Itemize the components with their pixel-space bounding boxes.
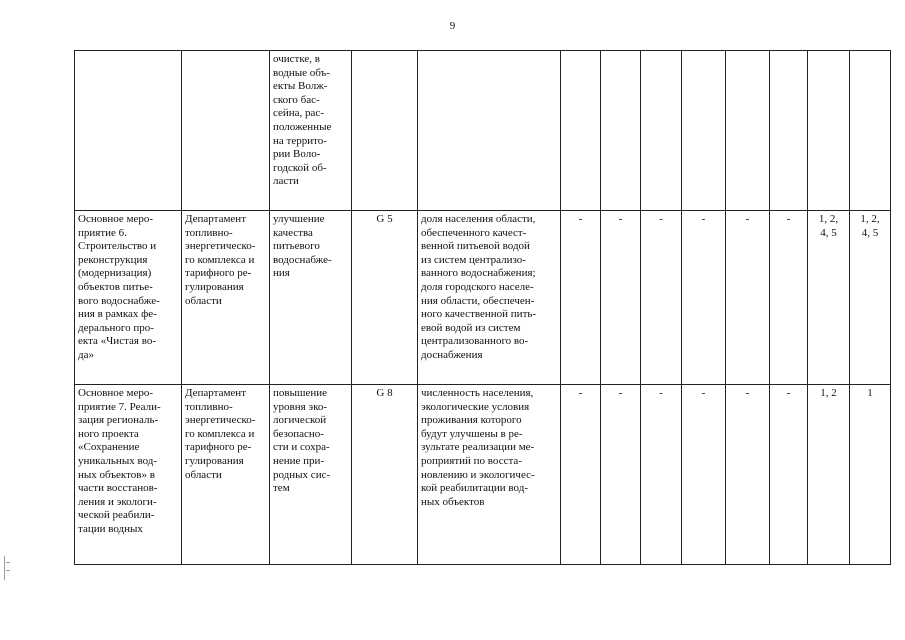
value-cell: - <box>770 211 808 385</box>
value-cell <box>601 51 641 211</box>
indicator-cell: доля населения области, обеспеченного качест- венной питьевой водой из систем централизо- ванного водоснабжения; доля городского населе- ния области, обеспечен- ного качественной пить- евой водой из систем централизованного во- доснабжения <box>418 211 561 385</box>
value-cell <box>561 51 601 211</box>
value-cell: 1, 2 <box>808 385 850 565</box>
value-cell: - <box>601 385 641 565</box>
value-cell: - <box>726 211 770 385</box>
value-cell: - <box>682 385 726 565</box>
indicator-code-cell <box>352 51 418 211</box>
executor-cell: Департамент топливно- энергетическо- го комплекса и тарифного ре- гулирования области <box>182 385 270 565</box>
executor-cell: Департамент топливно- энергетическо- го комплекса и тарифного ре- гулирования области <box>182 211 270 385</box>
value-cell <box>770 51 808 211</box>
value-cell <box>726 51 770 211</box>
value-cell: - <box>726 385 770 565</box>
value-cell: - <box>770 385 808 565</box>
table-row <box>75 211 891 385</box>
executor-cell <box>182 51 270 211</box>
value-cell: - <box>601 211 641 385</box>
value-cell <box>641 51 682 211</box>
table-row <box>75 51 891 211</box>
page-number: 9 <box>449 20 456 32</box>
value-cell <box>808 51 850 211</box>
indicator-code-cell: G 5 <box>352 211 418 385</box>
value-cell: - <box>561 211 601 385</box>
value-cell: 1 <box>850 385 891 565</box>
value-cell: - <box>682 211 726 385</box>
indicator-code-cell: G 8 <box>352 385 418 565</box>
margin-mark <box>4 556 10 580</box>
value-cell: 1, 2, 4, 5 <box>850 211 891 385</box>
event-cell <box>75 51 182 211</box>
indicator-cell: численность населения, экологические условия проживания которого будут улучшены в ре- зультате реализации ме- роприятий по восста- новлению и экологичес- кой реабилитации вод- ных объектов <box>418 385 561 565</box>
event-cell: Основное меро- приятие 6. Строительство и реконструкция (модернизация) объектов питье- вого водоснабже- ния в рамках фе- дерального про- екта «Чистая во- да» <box>75 211 182 385</box>
value-cell: - <box>641 385 682 565</box>
task-cell: улучшение качества питьевого водоснабже- ния <box>270 211 352 385</box>
event-cell: Основное меро- приятие 7. Реали- зация региональ- ного проекта «Сохранение уникальных вод- ных объектов» в части восстанов- ления и экологи- ческой реабили- тации водных <box>75 385 182 565</box>
value-cell: 1, 2, 4, 5 <box>808 211 850 385</box>
value-cell: - <box>641 211 682 385</box>
table-row <box>75 385 891 565</box>
value-cell <box>850 51 891 211</box>
value-cell <box>682 51 726 211</box>
task-cell: повышение уровня эко- логической безопасно- сти и сохра- нение при- родных сис- тем <box>270 385 352 565</box>
indicator-cell <box>418 51 561 211</box>
program-events-table <box>74 50 891 565</box>
task-cell: очистке, в водные объ- екты Волж- ского бас- сейна, рас- положенные на террито- рии Воло- годской об- ласти <box>270 51 352 211</box>
value-cell: - <box>561 385 601 565</box>
